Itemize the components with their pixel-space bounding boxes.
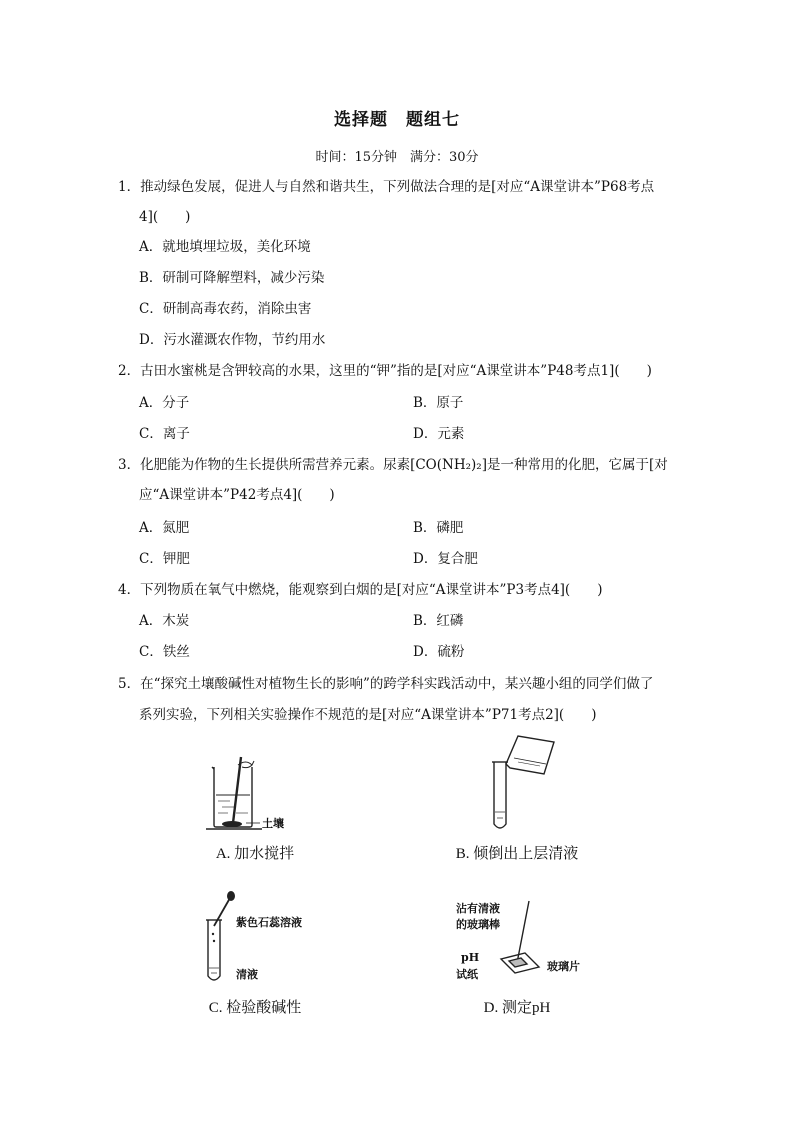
question-3-line2: 应“A课堂讲本”P42考点4]( ): [139, 487, 335, 503]
q2-option-a[interactable]: A．分子: [139, 395, 190, 411]
q3-option-d[interactable]: D．复合肥: [413, 551, 478, 567]
q1-option-d[interactable]: D．污水灌溉农作物，节约用水: [139, 332, 326, 348]
question-1-line1: 1．推动绿色发展，促进人与自然和谐共生，下列做法合理的是[对应“A课堂讲本”P68考点: [118, 179, 655, 195]
q2-option-c[interactable]: C．离子: [139, 426, 190, 442]
q2-option-b[interactable]: B．原子: [413, 395, 464, 411]
figure-a-beaker-stirring: [200, 755, 310, 835]
figure-a-caption[interactable]: A. 加水搅拌: [215, 846, 295, 862]
question-5-line1: 5．在“探究土壤酸碱性对植物生长的影响”的跨学科实践活动中，某兴趣小组的同学们做了: [118, 676, 654, 692]
q4-option-b[interactable]: B．红磷: [413, 613, 464, 629]
q3-option-b[interactable]: B．磷肥: [413, 520, 464, 536]
question-5-line2: 系列实验，下列相关实验操作不规范的是[对应“A课堂讲本”P71考点2]( ): [139, 707, 597, 723]
q2-option-d[interactable]: D．元素: [413, 426, 465, 442]
figure-c-dropper-test-tube: [200, 890, 240, 990]
label-soil: 土壤: [262, 817, 284, 830]
question-3-line1: 3．化肥能为作物的生长提供所需营养元素。尿素[CO(NH₂)₂]是一种常用的化肥，它属于[对: [118, 457, 668, 473]
q3-option-a[interactable]: A．氮肥: [139, 520, 190, 536]
label-rod-line1: 沾有清液: [456, 902, 500, 915]
figure-b-pouring: [480, 732, 570, 834]
q1-option-a[interactable]: A．就地填埋垃圾，美化环境: [139, 239, 311, 255]
q4-option-a[interactable]: A．木炭: [139, 613, 190, 629]
time-score-info: 时间：15分钟 满分：30分: [315, 150, 479, 165]
figure-b-caption[interactable]: B. 倾倒出上层清液: [455, 846, 579, 862]
label-litmus-solution: 紫色石蕊溶液: [236, 916, 302, 929]
question-1-line2: 4]( ): [139, 209, 191, 225]
label-glass-slide: 玻璃片: [547, 960, 580, 973]
figure-d-ph-test: [495, 895, 545, 975]
q4-option-c[interactable]: C．铁丝: [139, 644, 190, 660]
question-4-line1: 4．下列物质在氧气中燃烧，能观察到白烟的是[对应“A课堂讲本”P3考点4]( ): [118, 582, 603, 598]
label-test-paper: 试纸: [456, 968, 478, 981]
page-title: 选择题 题组七: [334, 110, 460, 130]
q4-option-d[interactable]: D．硫粉: [413, 644, 465, 660]
label-clear-liquid: 清液: [236, 968, 258, 981]
q3-option-c[interactable]: C．钾肥: [139, 551, 190, 567]
figure-c-caption[interactable]: C. 检验酸碱性: [208, 1000, 302, 1016]
q1-option-c[interactable]: C．研制高毒农药，消除虫害: [139, 301, 312, 317]
label-rod-line2: 的玻璃棒: [456, 918, 500, 931]
label-ph: pH: [461, 951, 480, 964]
figure-d-caption[interactable]: D. 测定pH: [483, 1000, 551, 1016]
question-2-line1: 2．古田水蜜桃是含钾较高的水果，这里的“钾”指的是[对应“A课堂讲本”P48考点1]( ): [118, 363, 652, 379]
q1-option-b[interactable]: B．研制可降解塑料，减少污染: [139, 270, 325, 286]
